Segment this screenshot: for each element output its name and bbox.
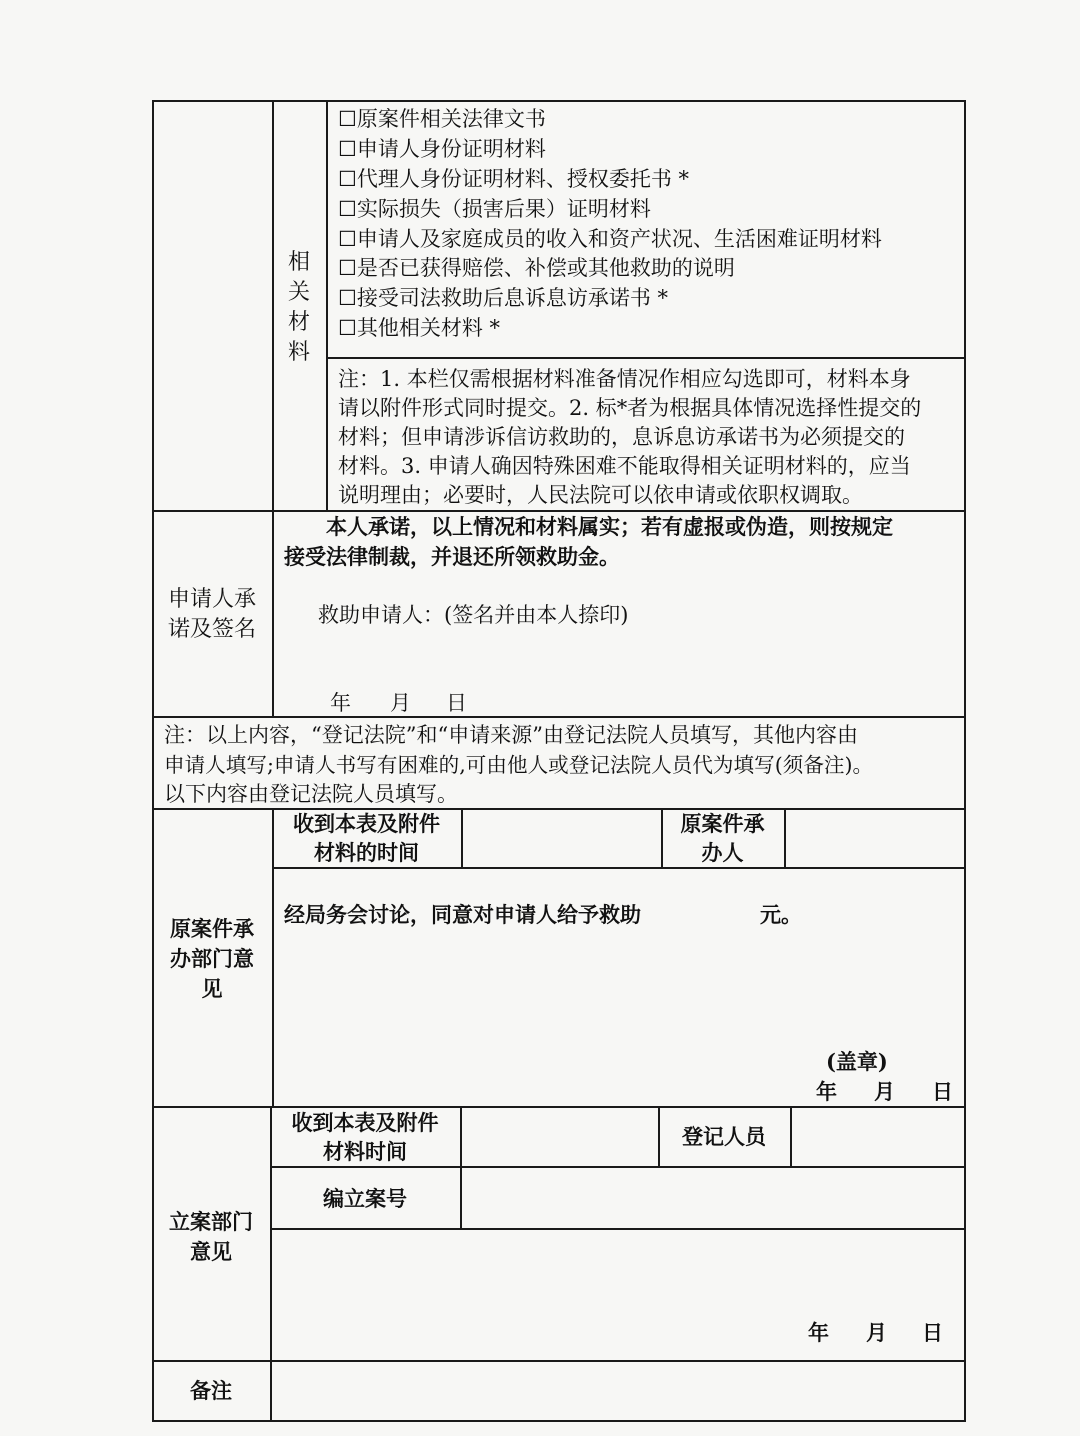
case-number-label: 编立案号 xyxy=(323,1186,407,1211)
commitment-date-year[interactable]: 年 xyxy=(330,691,351,715)
material-item-compensation[interactable]: ☐是否已获得赔偿、补偿或其他救助的说明 xyxy=(338,256,735,280)
material-item-actual-loss[interactable]: ☐实际损失（损害后果）证明材料 xyxy=(338,197,651,221)
material-item-agent-id[interactable]: ☐代理人身份证明材料、授权委托书 * xyxy=(338,167,690,191)
original-handler-label-line2: 办人 xyxy=(701,840,744,865)
relief-amount-field[interactable] xyxy=(668,900,758,930)
commitment-date-month[interactable]: 月 xyxy=(390,691,411,715)
case-number-field[interactable] xyxy=(462,1170,962,1226)
row-divider-commitment xyxy=(152,716,966,718)
original-seal-label: (盖章) xyxy=(826,1049,888,1074)
materials-note-line: 说明理由；必要时，人民法院可以依申请或依职权调取。 xyxy=(338,483,863,507)
filing-date-day[interactable]: 日 xyxy=(922,1320,943,1345)
materials-section-label: 相关材料 xyxy=(287,250,310,365)
filing-registrar-label: 登记人员 xyxy=(682,1124,766,1149)
commitment-statement-line2: 接受法律制裁，并退还所领救助金。 xyxy=(284,544,620,569)
original-handler-field[interactable] xyxy=(786,810,962,866)
material-item-original-documents[interactable]: ☐原案件相关法律文书 xyxy=(338,107,546,131)
original-opinion-text: 经局务会讨论，同意对申请人给予救助 xyxy=(284,902,641,927)
materials-note-line: 请以附件形式同时提交。2. 标*者为根据具体情况选择性提交的 xyxy=(338,396,922,420)
table-border-right xyxy=(964,100,966,1422)
materials-sub-divider xyxy=(326,100,328,511)
filing-received-label-line1: 收到本表及附件 xyxy=(291,1110,439,1135)
materials-note-line: 材料；但申请涉诉信访救助的，息诉息访承诺书为必须提交的 xyxy=(338,425,905,449)
original-received-label-line2: 材料的时间 xyxy=(314,840,419,865)
commitment-label-divider xyxy=(272,510,274,717)
signer-label: 救助申请人：(签名并由本人捺印) xyxy=(318,603,629,627)
commitment-statement-line1: 本人承诺，以上情况和材料属实；若有虚报或伪造，则按规定 xyxy=(326,514,893,539)
filing-row2-divider xyxy=(270,1228,966,1230)
signature-area[interactable] xyxy=(284,630,954,680)
material-item-income-assets[interactable]: ☐申请人及家庭成员的收入和资产状况、生活困难证明材料 xyxy=(338,227,882,251)
material-item-commitment-letter[interactable]: ☐接受司法救助后息诉息访承诺书 * xyxy=(338,286,669,310)
general-note-line1: 注：以上内容，“登记法院”和“申请来源”由登记法院人员填写，其他内容由 xyxy=(164,723,858,747)
table-border-bottom xyxy=(152,1420,966,1422)
remarks-label: 备注 xyxy=(190,1378,232,1403)
filing-received-time-field[interactable] xyxy=(462,1108,656,1164)
material-item-other[interactable]: ☐其他相关材料 * xyxy=(338,316,501,340)
materials-note-divider xyxy=(326,357,966,359)
commitment-label-line1: 申请人承 xyxy=(167,587,256,612)
original-date-day[interactable]: 日 xyxy=(932,1079,953,1104)
filing-registrar-field[interactable] xyxy=(792,1108,962,1164)
original-dept-label-line1: 原案件承 xyxy=(170,916,254,941)
original-opinion-unit: 元。 xyxy=(760,902,802,927)
original-received-time-field[interactable] xyxy=(463,810,659,866)
original-handler-label-line1: 原案件承 xyxy=(680,811,765,836)
material-item-applicant-id[interactable]: ☐申请人身份证明材料 xyxy=(338,137,546,161)
original-date-month[interactable]: 月 xyxy=(874,1079,895,1104)
general-note-line2: 申请人填写;申请人书写有困难的,可由他人或登记法院人员代为填写(须备注)。 xyxy=(164,753,874,777)
filing-dept-label-line2: 意见 xyxy=(190,1239,232,1264)
commitment-date-day[interactable]: 日 xyxy=(446,691,467,715)
commitment-label-line2: 诺及签名 xyxy=(167,617,256,642)
materials-note-line: 注：1. 本栏仅需根据材料准备情况作相应勾选即可，材料本身 xyxy=(338,367,911,391)
remarks-field[interactable] xyxy=(272,1362,962,1418)
filing-received-label-line2: 材料时间 xyxy=(323,1139,407,1164)
filing-date-month[interactable]: 月 xyxy=(866,1320,887,1345)
original-dept-label-line3: 见 xyxy=(201,976,223,1001)
filing-dept-label-line1: 立案部门 xyxy=(169,1209,253,1234)
original-date-year[interactable]: 年 xyxy=(816,1079,837,1104)
table-border-top xyxy=(152,100,966,102)
original-received-label-line1: 收到本表及附件 xyxy=(293,811,440,836)
general-note-line3: 以下内容由登记法院人员填写。 xyxy=(164,782,458,806)
filing-date-year[interactable]: 年 xyxy=(808,1320,829,1345)
materials-note-line: 材料。3. 申请人确因特殊困难不能取得相关证明材料的，应当 xyxy=(338,454,911,478)
materials-label-divider xyxy=(272,100,274,511)
original-dept-label-line2: 办部门意 xyxy=(170,946,254,971)
